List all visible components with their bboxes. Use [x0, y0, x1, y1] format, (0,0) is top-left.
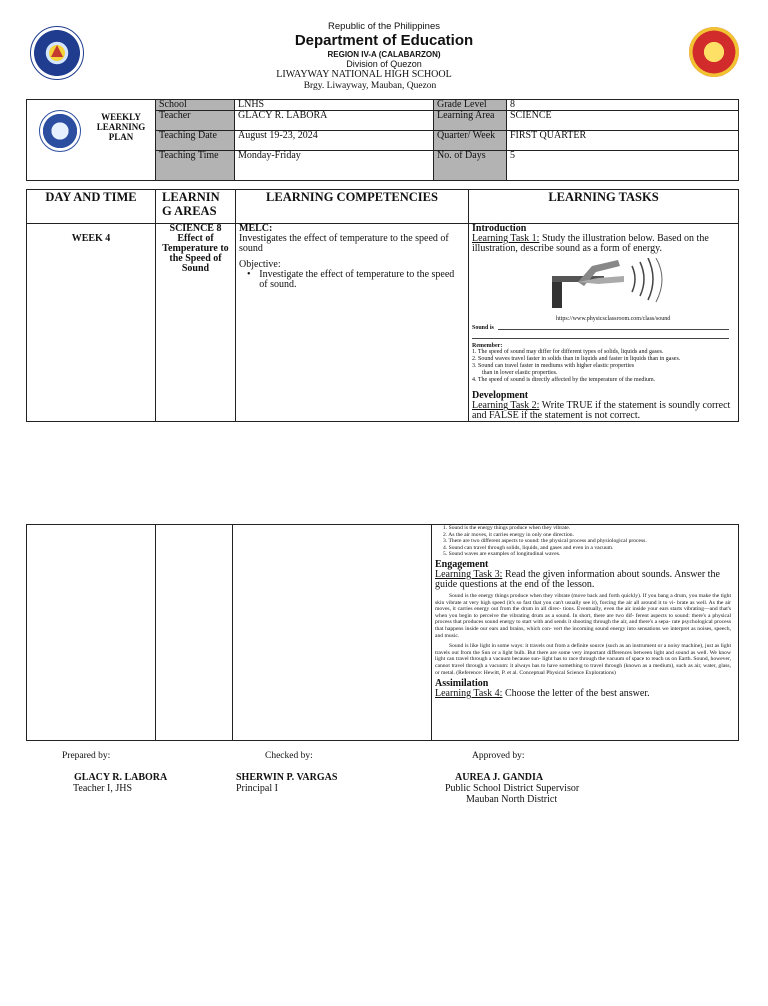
remember-label: Remember:: [472, 342, 503, 349]
sound-is-line: [472, 325, 735, 332]
checked-name: SHERWIN P. VARGAS: [236, 772, 338, 783]
days-value: 5: [507, 151, 739, 181]
learning-plan-table: [26, 189, 739, 422]
area-cell: SCIENCE 8 Effect of Temperature to the Speed of Sound: [156, 224, 236, 422]
task4-text: Choose the letter of the best answer.: [502, 688, 650, 700]
header-areas: LEARNIN G AREAS: [156, 190, 236, 224]
task4-label: Learning Task 4:: [435, 688, 503, 700]
objective-item: [239, 270, 465, 290]
republic-text: Republic of the Philippines: [328, 21, 440, 32]
header-day-time: DAY AND TIME: [27, 190, 156, 224]
tasks-cell-2: [432, 525, 739, 741]
engagement-heading: Engagement: [435, 558, 489, 570]
remember-item: 1. The speed of sound may differ for different types of solids, liquids and gases.: [472, 349, 664, 356]
division-text: Division of Quezon: [346, 59, 422, 69]
reading-paragraph-2: Sound is like light in some ways: it travels out from a definite source (such as an instrument or a noisy machine), just as light travels out from the Sun or a light bulb. But there are some very important differences between light and sound as well. We know light can travel through a vacuum because sun- light has to race through the vacuum of space to reach us on Earth. Sound, however, cannot travel through a vacuum: it always has to have something to travel through (known as a medium), such as air, water, glass, or metal. (Reference: Hewitt, P. et al. Conceptual Physical Science Explorations): [435, 643, 731, 676]
teacher-value: GLACY R. LABORA: [235, 111, 434, 131]
school-name: LIWAYWAY NATIONAL HIGH SCHOOL: [276, 69, 452, 80]
bullet-icon: •: [247, 269, 251, 280]
statement-item: 4. Sound can travel through solids, liquids, and gases and even in a vacuum.: [443, 544, 614, 551]
task1-label: Learning Task 1:: [472, 233, 540, 244]
grade-value: 8: [507, 100, 739, 111]
department-title: Department of Education: [294, 32, 474, 49]
remember-item: than in lower elastic properties.: [482, 369, 558, 376]
objective-text: Investigate the effect of temperature to the speed of sound.: [259, 269, 455, 290]
statement-item: 5. Sound waves are examples of longitudinal waves.: [443, 551, 561, 558]
remember-item: 3. Sound can travel faster in mediums with higher elastic properties: [472, 362, 635, 369]
statement-item: 2. As the air moves, it carries energy in only one direction.: [443, 531, 575, 538]
deped-small-seal: [39, 110, 81, 152]
development-heading: Development: [472, 390, 529, 402]
quarter-label: Quarter/ Week: [434, 131, 507, 151]
assimilation-heading: Assimilation: [435, 678, 489, 690]
days-label: No. of Days: [434, 151, 507, 181]
grade-label: Grade Level: [434, 100, 507, 111]
region-text: REGION IV-A (CALABARZON): [327, 50, 441, 59]
quarter-value: FIRST QUARTER: [507, 131, 739, 151]
school-label: School: [156, 100, 235, 111]
remember-item: 4. The speed of sound is directly affected by the temperature of the medium.: [472, 376, 656, 383]
plan-info-table: [26, 99, 739, 181]
header-competencies: LEARNING COMPETENCIES: [236, 190, 469, 224]
melc-label: MELC:: [239, 223, 273, 234]
task2-text: Write TRUE if the statement is soundly correct and FALSE if the statement is not correct.: [472, 400, 731, 422]
reading-paragraph-1: Sound is the energy things produce when they vibrate (move back and forth quickly). If you bang a drum, you make the tight skin vibrate at very high speed (it's so fast that you can't usually see it), forcing the air all around it to vi- brate as well. As the air moves, it carries energy out from the drum in all direc- tions. Eventually, even the air inside your ears starts vibrating—and that's when you begin to perceive the vibrating drum as a sound. In short, there are two dif- ferent aspects to sound: there's a physical process that produces sound energy to start with and sends it shooting through the air, and there's a sepa- rate psychological process that happens inside our ears and brains, which con- vert the incoming sound energy into sensations we interpret as noises, speech, and music.: [435, 592, 731, 639]
area-label: Learning Area: [434, 111, 507, 131]
date-value: August 19-23, 2024: [235, 131, 434, 151]
objective-label: Objective:: [239, 259, 281, 270]
teacher-label: Teacher: [156, 111, 235, 131]
prepared-name: GLACY R. LABORA: [74, 772, 168, 783]
school-address: Brgy. Liwayway, Mauban, Quezon: [303, 81, 437, 91]
header-tasks: LEARNING TASKS: [469, 190, 739, 224]
task2-label: Learning Task 2:: [472, 400, 540, 412]
checked-title: Principal I: [236, 783, 278, 794]
time-label: Teaching Time: [156, 151, 235, 181]
prepared-title: Teacher I, JHS: [73, 783, 132, 794]
checked-label: Checked by:: [265, 751, 313, 761]
remember-item: 2. Sound waves travel faster in solids than in liquids and faster in liquids than in gases.: [472, 356, 681, 363]
task3-label: Learning Task 3:: [435, 568, 503, 580]
competencies-cell-continued: [233, 525, 432, 741]
plan-title: WEEKLY LEARNING PLAN: [96, 112, 146, 142]
date-label: Teaching Date: [156, 131, 235, 151]
answer-blank-line-2: [472, 338, 729, 339]
answer-blank-line: [498, 325, 729, 330]
approved-label: Approved by:: [472, 751, 525, 761]
task1-text: Study the illustration below. Based on the illustration, describe sound as a form of energy.: [472, 233, 709, 254]
week-cell-continued: [27, 525, 156, 741]
learning-plan-table-continued: [26, 524, 739, 741]
school-value: LNHS: [235, 100, 434, 111]
approved-name: AUREA J. GANDIA: [455, 772, 544, 783]
approved-district: Mauban North District: [466, 794, 558, 805]
plan-title-cell: [27, 100, 156, 181]
sound-is-label: Sound is: [472, 324, 494, 331]
week-cell: WEEK 4: [27, 224, 156, 422]
task3-text: Read the given information about sounds. Answer the guide questions at the end of the lesson.: [435, 568, 720, 590]
tasks-cell-1: [469, 224, 739, 422]
statement-item: 1. Sound is the energy things produce when they vibrate.: [443, 525, 571, 531]
time-value: Monday-Friday: [235, 151, 434, 181]
approved-title: Public School District Supervisor: [445, 783, 580, 794]
competencies-cell: [236, 224, 469, 422]
intro-heading: Introduction: [472, 223, 527, 234]
tuning-fork-illustration: [548, 258, 678, 316]
area-value: SCIENCE: [507, 111, 739, 131]
prepared-label: Prepared by:: [62, 751, 111, 761]
melc-text: Investigates the effect of temperature to the speed of sound: [239, 233, 449, 254]
statement-item: 3. There are two different aspects to sound: the physical process and physiological process.: [443, 538, 647, 545]
image-url: https://www.physicsclassroom.com/class/sound: [556, 316, 671, 322]
area-cell-continued: [156, 525, 233, 741]
